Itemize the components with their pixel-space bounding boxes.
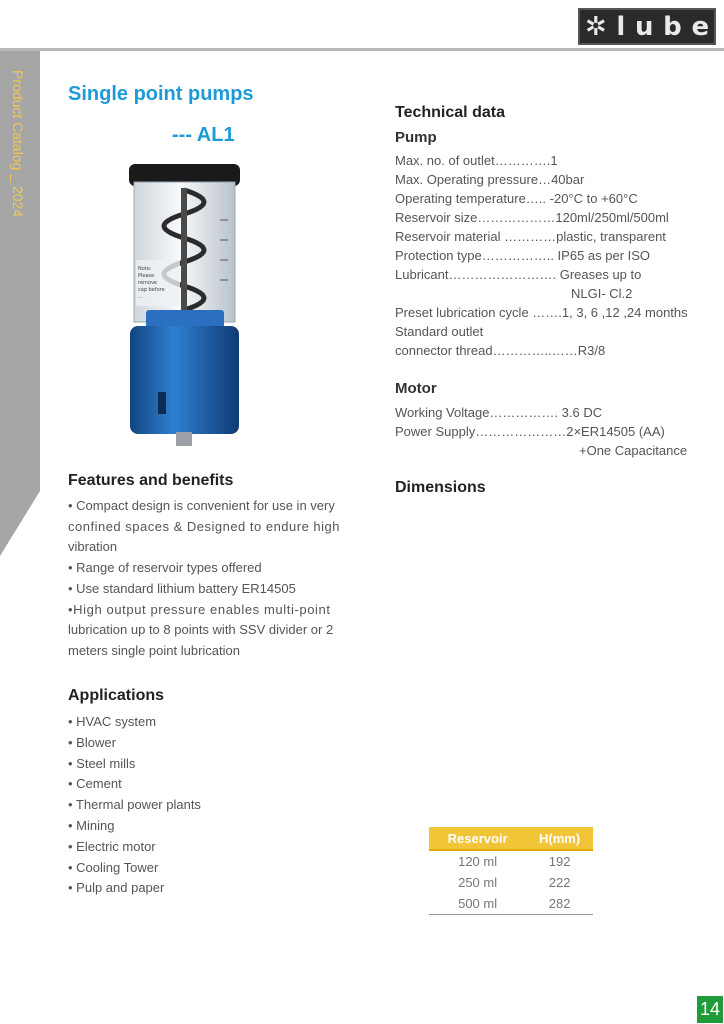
list-item: • Cooling Tower [68, 859, 159, 875]
spec-line: Reservoir size………………120ml/250ml/500ml [395, 210, 669, 225]
spec-line: NLGI- Cl.2 [571, 286, 633, 301]
spec-line: Lubricant……………………. Greases up to [395, 267, 642, 282]
spec-line: Reservoir material …………plastic, transparent [395, 229, 666, 244]
features-line: confined spaces & Designed to endure high [68, 518, 341, 534]
features-line: •High output pressure enables multi-point [68, 601, 331, 617]
dimensions-heading: Dimensions [395, 479, 486, 496]
applications-heading: Applications [68, 687, 165, 704]
features-line: • Range of reservoir types offered [68, 560, 262, 576]
spec-line: Preset lubrication cycle …….1, 3, 6 ,12 ,24 months [395, 305, 688, 320]
list-item: • Blower [68, 734, 116, 750]
technical-heading: Technical data [395, 104, 505, 121]
table-cell: 500 ml [429, 893, 526, 915]
table-row [429, 893, 593, 915]
list-item: • Pulp and paper [68, 880, 165, 896]
table-cell: 192 [548, 854, 571, 869]
table-row [429, 850, 593, 872]
spec-line: Power Supply…………………2×ER14505 (AA) [395, 424, 665, 439]
logo-letter: b [663, 11, 682, 42]
image-label-line: ... [138, 294, 143, 300]
features-line: • Use standard lithium battery ER14505 [68, 580, 296, 596]
image-label-line: cap before [138, 287, 165, 293]
logo-letter: e [691, 11, 710, 42]
table-cell: 120 ml [458, 854, 498, 869]
spec-line: Protection type…………….. IP65 as per ISO [395, 248, 651, 263]
spec-line: connector thread…………..……R3/8 [395, 343, 606, 358]
column-header: Reservoir [429, 827, 526, 850]
list-item: • Electric motor [68, 838, 156, 854]
catalog-label: Product Catalog _ 2024 [10, 70, 26, 218]
motor-heading: Motor [395, 380, 437, 397]
table-cell: 250 ml [458, 875, 498, 890]
features-line: vibration [68, 539, 118, 555]
logo-mark-icon: ✲ [584, 11, 607, 42]
table-header-row [429, 827, 593, 850]
features-line: lubrication up to 8 points with SSV divider or 2 [68, 622, 334, 638]
table-row [429, 872, 593, 893]
page-title: Single point pumps [68, 83, 254, 105]
pump-image [128, 160, 241, 450]
logo-letter: u [634, 11, 654, 42]
image-label-line: Note: [138, 266, 152, 272]
header-divider [0, 48, 724, 51]
features-line: • Compact design is convenient for use in very [68, 498, 335, 513]
list-item: • Mining [68, 817, 115, 833]
column-header: H(mm) [526, 827, 593, 850]
logo-letter: l [616, 11, 626, 42]
spec-line: Max. Operating pressure…40bar [395, 172, 585, 187]
list-item: • Steel mills [68, 755, 136, 771]
features-text [68, 496, 368, 662]
features-line: meters single point lubrication [68, 642, 240, 658]
image-label-line: Please [138, 273, 155, 279]
brand-logo [578, 8, 716, 45]
features-heading: Features and benefits [68, 472, 234, 489]
list-item: • Cement [68, 776, 122, 792]
pump-heading: Pump [395, 129, 437, 146]
spec-line: Max. no. of outlet………….1 [395, 153, 558, 168]
spec-line: Standard outlet [395, 324, 484, 339]
table-cell: 222 [548, 875, 571, 890]
spec-line: +One Capacitance [579, 443, 688, 458]
spec-line: Operating temperature….. -20°C to +60°C [395, 191, 638, 206]
image-label-line: remove [138, 280, 157, 286]
list-item: • Thermal power plants [68, 797, 201, 813]
table-cell: 282 [526, 893, 593, 915]
dimensions-table [429, 827, 593, 915]
model-name: --- AL1 [172, 124, 235, 146]
applications-list [68, 712, 201, 899]
spec-line: Working Voltage……………. 3.6 DC [395, 405, 603, 420]
list-item: • HVAC system [68, 714, 157, 729]
page-number: 14 [697, 996, 723, 1023]
